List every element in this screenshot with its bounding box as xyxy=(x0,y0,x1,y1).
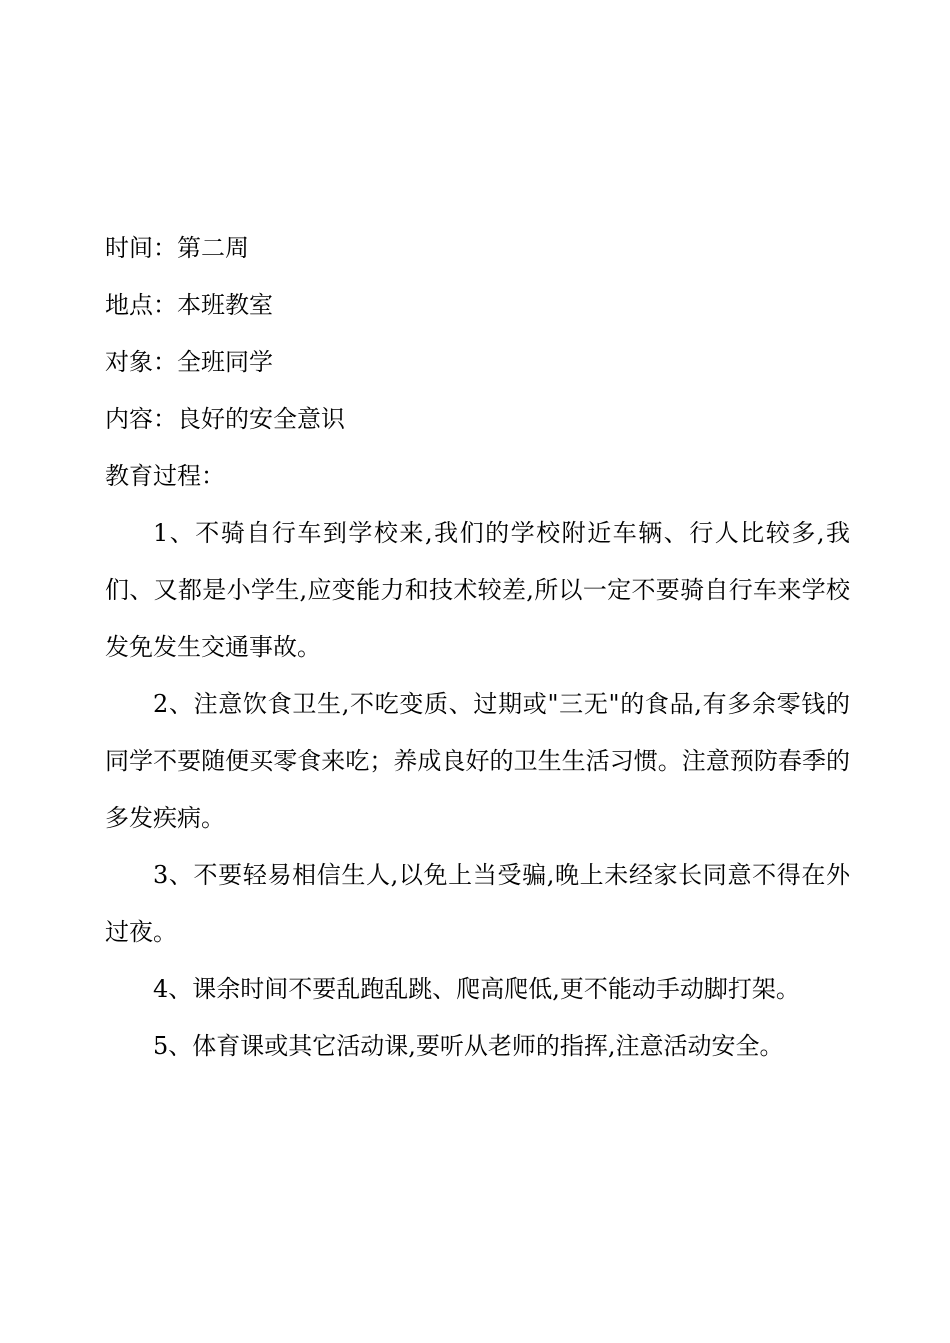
safety-item-5: 5、体育课或其它活动课,要听从老师的指挥,注意活动安全。 xyxy=(153,1032,784,1060)
audience-line: 对象：全班同学 xyxy=(105,348,273,376)
safety-item-3: 3、不要轻易相信生人,以免上当受骗,晚上未经家长同意不得在外过夜。 xyxy=(105,861,850,946)
time-line: 时间：第二周 xyxy=(105,234,249,262)
document-body xyxy=(105,220,850,1075)
place-line: 地点：本班教室 xyxy=(105,291,273,319)
process-heading: 教育过程： xyxy=(105,462,225,490)
safety-item-2: 2、注意饮食卫生,不吃变质、过期或"三无"的食品,有多余零钱的同学不要随便买零食来吃；养成良好的卫生生活习惯。注意预防春季的多发疾病。 xyxy=(105,690,850,832)
safety-item-1: 1、不骑自行车到学校来,我们的学校附近车辆、行人比较多,我们、又都是小学生,应变能力和技术较差,所以一定不要骑自行车来学校发免发生交通事故。 xyxy=(105,519,850,661)
content-line: 内容：良好的安全意识 xyxy=(105,405,345,433)
safety-item-4: 4、课余时间不要乱跑乱跳、爬高爬低,更不能动手动脚打架。 xyxy=(153,975,800,1003)
